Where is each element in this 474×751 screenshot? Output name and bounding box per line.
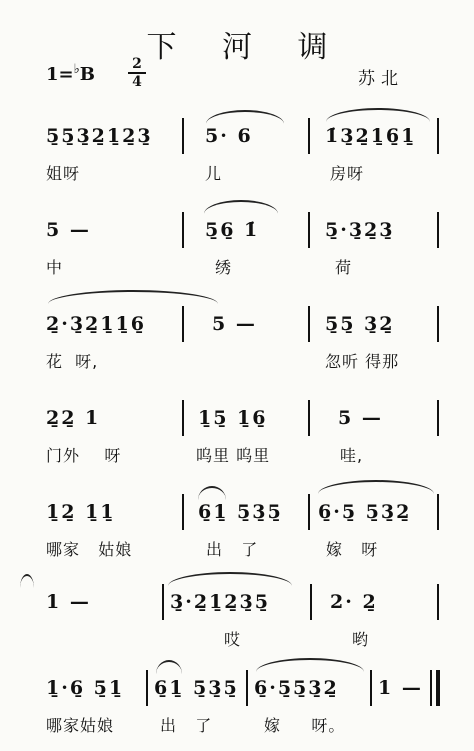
slur [48, 290, 218, 304]
measure-3-3: 5̱5̱ 3̱2̱ [325, 313, 395, 335]
song-title: 下 河 调 [146, 30, 346, 65]
score-system-1 [0, 98, 474, 198]
measure-3-1: 2̱·3̱2̱1̱1̱6̱ [46, 313, 146, 335]
lyric-4-3: 哇, [340, 446, 364, 465]
measure-6-2: 3̱·2̱1̱2̱3̱5̱ [170, 591, 270, 613]
score-system-2 [0, 192, 474, 292]
time-signature-unit: 4 [132, 74, 142, 90]
measure-7-3: 6̱·5̱5̱3̱2̱ [254, 677, 339, 699]
lyric-2-1: 中 [46, 258, 64, 277]
measure-4-1: 2̱2̱ 1 [46, 407, 101, 429]
measure-2-3: 5̱·3̱2̱3̱ [325, 219, 395, 241]
lyric-4-2: 呜里 呜里 [196, 446, 271, 465]
key-note: B [79, 64, 95, 85]
lyric-7-3: 嫁 呀。 [264, 716, 346, 735]
measure-7-1: 1̱·6̱ 5̱1̱ [46, 677, 125, 699]
barline [437, 118, 439, 154]
barline [182, 306, 184, 342]
barline [182, 494, 184, 530]
barline [430, 670, 432, 706]
measure-1-3: 1̇3̱2̱1̱6̱1̱ [325, 125, 417, 147]
measure-2-1: 5 — [46, 219, 91, 241]
measure-4-2: 1̱5̱ 1̱6̱ [198, 407, 268, 429]
lyric-2-3: 荷 [335, 258, 353, 277]
key-prefix: 1= [46, 64, 74, 85]
barline [308, 212, 310, 248]
measure-6-3: 2· 2̱ [330, 591, 378, 613]
key-signature [46, 62, 95, 85]
barline [437, 212, 439, 248]
slur [206, 110, 284, 124]
score-system-5 [0, 474, 474, 574]
barline [437, 494, 439, 530]
slur [318, 480, 434, 494]
measure-6-1: 1 — [46, 591, 91, 613]
barline [308, 306, 310, 342]
barline [310, 584, 312, 620]
lyric-5-1: 哪家 姑娘 [46, 540, 133, 559]
score-system-7 [0, 650, 474, 750]
barline [162, 584, 164, 620]
lyric-6-2: 哎 [224, 630, 242, 649]
barline [308, 494, 310, 530]
lyric-7-1: 哪家姑娘 [46, 716, 115, 735]
barline [308, 400, 310, 436]
measure-5-3: 6̱·5̱ 5̱3̱2̱ [318, 501, 412, 523]
barline [437, 400, 439, 436]
barline [308, 118, 310, 154]
barline [246, 670, 248, 706]
time-signature [128, 57, 146, 89]
barline [182, 400, 184, 436]
score-system-4 [0, 380, 474, 480]
lyric-6-3: 哟 [352, 630, 370, 649]
time-signature-beats: 2 [132, 56, 142, 72]
flat-sign-icon: ♭ [73, 62, 80, 77]
slur [156, 660, 182, 674]
measure-4-3: 5 — [338, 407, 383, 429]
lyric-2-2: 绣 [215, 258, 233, 277]
measure-7-4: 1 — [378, 677, 423, 699]
barline [146, 670, 148, 706]
barline [182, 118, 184, 154]
lyric-1-3: 房呀 [330, 164, 365, 183]
lyric-3-1: 花 呀, [46, 352, 99, 371]
lyric-3-3: 忽听 得那 [325, 352, 400, 371]
lyric-5-3: 嫁 呀 [326, 540, 379, 559]
song-origin: 苏北 [358, 69, 404, 89]
measure-3-2: 5 — [212, 313, 257, 335]
lyric-1-2: 儿 [205, 164, 223, 183]
slur [20, 574, 34, 588]
final-barline [436, 670, 440, 706]
measure-2-2: 5̱6̱ 1̇ [205, 219, 260, 241]
lyric-5-2: 出 了 [206, 540, 259, 559]
measure-5-2: 6̱1̱ 5̱3̱5̱ [198, 501, 283, 523]
barline [437, 584, 439, 620]
slur [198, 486, 226, 500]
score-system-6 [0, 564, 474, 664]
score-system-3 [0, 286, 474, 386]
barline [370, 670, 372, 706]
measure-5-1: 1̱2̱ 1̱1̱ [46, 501, 116, 523]
barline [182, 212, 184, 248]
barline [437, 306, 439, 342]
measure-1-2: 5· 6 [205, 125, 253, 147]
slur [326, 108, 430, 122]
slur [168, 572, 292, 586]
slur [204, 200, 278, 214]
lyric-1-1: 姐呀 [46, 164, 81, 183]
slur [256, 658, 364, 672]
measure-7-2: 6̱1̱ 5̱3̱5̱ [154, 677, 239, 699]
lyric-7-2: 出 了 [160, 716, 213, 735]
measure-1-1: 5̱5̱3̱2̱1̱2̱3̱ [46, 125, 153, 147]
lyric-4-1: 门外 呀 [46, 446, 122, 465]
